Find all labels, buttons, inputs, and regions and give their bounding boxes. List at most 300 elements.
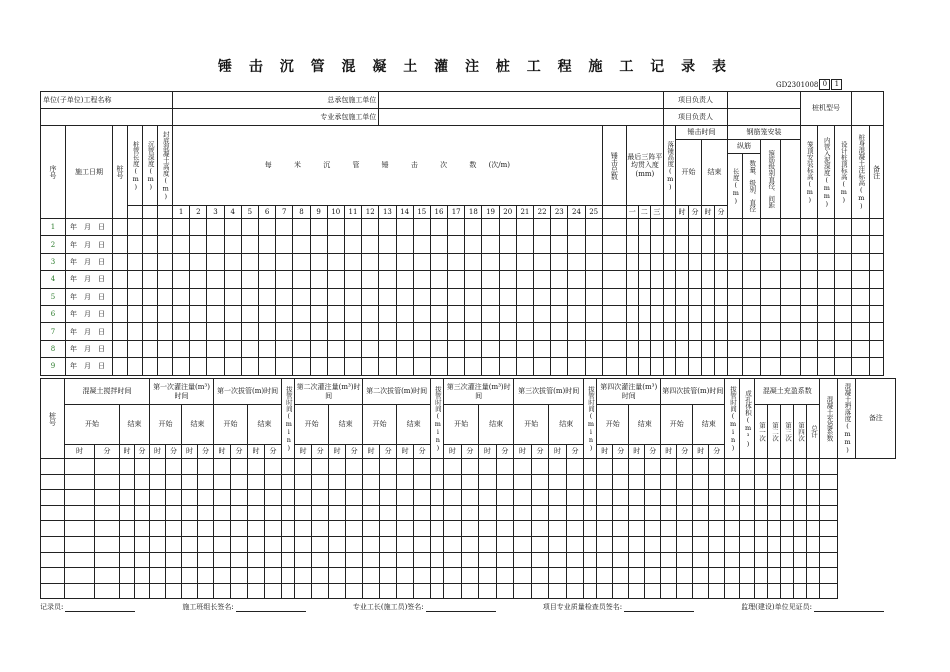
table-cell[interactable] — [794, 568, 807, 584]
table-cell[interactable] — [95, 536, 120, 552]
table-cell[interactable] — [344, 323, 361, 340]
table-cell[interactable] — [214, 490, 231, 506]
table-cell[interactable] — [143, 305, 158, 322]
table-cell[interactable] — [650, 271, 663, 288]
table-cell[interactable] — [638, 271, 650, 288]
table-cell[interactable] — [431, 474, 444, 490]
table-cell[interactable] — [224, 253, 241, 270]
table-cell[interactable] — [413, 236, 430, 253]
table-cell[interactable] — [397, 568, 414, 584]
table-cell[interactable] — [629, 474, 645, 490]
table-cell[interactable] — [499, 236, 516, 253]
table-cell[interactable] — [310, 219, 327, 236]
table-cell[interactable] — [820, 459, 838, 475]
table-cell[interactable] — [835, 288, 852, 305]
table-cell[interactable] — [150, 536, 166, 552]
table-cell[interactable] — [158, 340, 173, 357]
table-cell[interactable] — [431, 583, 444, 599]
table-cell[interactable] — [645, 490, 661, 506]
table-cell[interactable] — [688, 271, 701, 288]
table-cell[interactable] — [551, 236, 568, 253]
table-cell[interactable] — [566, 583, 584, 599]
table-cell[interactable] — [128, 305, 143, 322]
table-cell[interactable] — [380, 552, 397, 568]
table-cell[interactable] — [379, 236, 396, 253]
table-cell[interactable] — [224, 271, 241, 288]
table-cell[interactable] — [675, 358, 688, 375]
table-cell[interactable] — [626, 236, 638, 253]
table-cell[interactable] — [794, 583, 807, 599]
table-cell[interactable] — [413, 219, 430, 236]
table-cell[interactable] — [414, 521, 431, 537]
table-cell[interactable] — [534, 323, 551, 340]
table-cell[interactable] — [701, 340, 714, 357]
table-cell[interactable] — [514, 490, 532, 506]
table-cell[interactable] — [166, 521, 182, 537]
table-cell[interactable] — [182, 552, 198, 568]
table-cell[interactable] — [128, 340, 143, 357]
table-cell[interactable] — [362, 219, 379, 236]
table-cell[interactable] — [461, 552, 479, 568]
table-cell[interactable] — [158, 358, 173, 375]
table-cell[interactable] — [714, 323, 727, 340]
table-cell[interactable] — [585, 253, 602, 270]
table-cell[interactable] — [496, 459, 514, 475]
table-cell[interactable] — [231, 490, 248, 506]
table-cell[interactable] — [807, 552, 820, 568]
table-cell[interactable] — [265, 583, 282, 599]
table-cell[interactable] — [248, 459, 265, 475]
table-cell[interactable] — [818, 305, 835, 322]
table-cell[interactable] — [120, 583, 135, 599]
table-cell[interactable] — [514, 505, 532, 521]
table-cell[interactable] — [258, 219, 275, 236]
table-cell[interactable] — [514, 459, 532, 475]
table-cell[interactable] — [396, 340, 413, 357]
table-cell[interactable] — [768, 536, 781, 552]
table-cell[interactable] — [231, 521, 248, 537]
table-cell[interactable] — [207, 340, 224, 357]
table-cell[interactable] — [602, 288, 626, 305]
table-cell[interactable] — [173, 305, 190, 322]
table-cell[interactable] — [295, 552, 312, 568]
table-cell[interactable] — [701, 323, 714, 340]
table-cell[interactable] — [448, 323, 465, 340]
table-cell[interactable] — [870, 219, 884, 236]
table-cell[interactable] — [650, 323, 663, 340]
table-cell[interactable] — [701, 253, 714, 270]
table-cell[interactable] — [629, 536, 645, 552]
table-cell[interactable] — [835, 323, 852, 340]
table-cell[interactable] — [613, 568, 629, 584]
table-cell[interactable] — [431, 459, 444, 475]
table-cell[interactable] — [781, 288, 801, 305]
table-cell[interactable] — [701, 219, 714, 236]
table-cell[interactable] — [282, 536, 295, 552]
table-cell[interactable] — [173, 219, 190, 236]
table-cell[interactable] — [714, 288, 727, 305]
table-cell[interactable] — [379, 253, 396, 270]
table-cell[interactable] — [482, 236, 499, 253]
table-cell[interactable] — [265, 521, 282, 537]
table-cell[interactable] — [363, 521, 380, 537]
table-cell[interactable] — [396, 305, 413, 322]
table-cell[interactable] — [396, 236, 413, 253]
table-cell[interactable] — [613, 536, 629, 552]
table-cell[interactable] — [597, 505, 613, 521]
project-manager2-value[interactable] — [728, 109, 801, 126]
table-cell[interactable] — [448, 236, 465, 253]
table-cell[interactable] — [295, 536, 312, 552]
table-cell[interactable] — [414, 568, 431, 584]
table-cell[interactable] — [568, 219, 585, 236]
table-cell[interactable] — [755, 459, 768, 475]
table-cell[interactable] — [346, 505, 363, 521]
table-cell[interactable] — [549, 490, 567, 506]
table-cell[interactable] — [585, 271, 602, 288]
table-cell[interactable] — [661, 536, 677, 552]
table-cell[interactable] — [516, 323, 533, 340]
table-cell[interactable] — [158, 305, 173, 322]
table-cell[interactable] — [602, 271, 626, 288]
table-cell[interactable] — [430, 323, 447, 340]
table-cell[interactable] — [693, 521, 709, 537]
table-cell[interactable] — [182, 536, 198, 552]
table-cell[interactable] — [714, 219, 727, 236]
table-cell[interactable] — [363, 459, 380, 475]
table-cell[interactable] — [182, 459, 198, 475]
table-cell[interactable] — [626, 253, 638, 270]
table-cell[interactable] — [482, 323, 499, 340]
table-cell[interactable] — [499, 340, 516, 357]
table-cell[interactable] — [709, 490, 725, 506]
table-cell[interactable] — [761, 271, 781, 288]
table-cell[interactable] — [444, 552, 462, 568]
table-cell[interactable] — [740, 474, 755, 490]
table-cell[interactable] — [231, 474, 248, 490]
table-cell[interactable] — [198, 536, 214, 552]
table-cell[interactable] — [346, 536, 363, 552]
table-cell[interactable] — [714, 305, 727, 322]
table-cell[interactable] — [150, 521, 166, 537]
table-cell[interactable] — [755, 552, 768, 568]
table-cell[interactable] — [820, 568, 838, 584]
table-cell[interactable] — [482, 253, 499, 270]
table-cell[interactable] — [801, 288, 818, 305]
table-cell[interactable] — [198, 568, 214, 584]
table-cell[interactable] — [531, 521, 549, 537]
table-cell[interactable] — [362, 271, 379, 288]
table-cell[interactable] — [801, 271, 818, 288]
table-cell[interactable] — [820, 490, 838, 506]
table-cell[interactable] — [158, 271, 173, 288]
table-cell[interactable] — [231, 459, 248, 475]
table-cell[interactable] — [801, 253, 818, 270]
table-cell[interactable] — [448, 253, 465, 270]
table-cell[interactable] — [818, 219, 835, 236]
table-cell[interactable] — [584, 521, 597, 537]
table-cell[interactable] — [312, 536, 329, 552]
table-cell[interactable] — [173, 271, 190, 288]
table-cell[interactable] — [276, 253, 293, 270]
table-cell[interactable] — [113, 323, 128, 340]
table-cell[interactable] — [329, 552, 346, 568]
table-cell[interactable] — [461, 505, 479, 521]
table-cell[interactable] — [479, 568, 497, 584]
table-cell[interactable] — [295, 459, 312, 475]
table-cell[interactable] — [173, 236, 190, 253]
table-cell[interactable] — [465, 340, 482, 357]
table-cell[interactable] — [241, 358, 258, 375]
table-cell[interactable] — [566, 459, 584, 475]
table-cell[interactable] — [740, 552, 755, 568]
table-cell[interactable] — [801, 323, 818, 340]
table-cell[interactable] — [709, 568, 725, 584]
table-cell[interactable] — [629, 552, 645, 568]
table-cell[interactable] — [380, 521, 397, 537]
table-cell[interactable] — [135, 490, 150, 506]
table-cell[interactable] — [448, 358, 465, 375]
table-cell[interactable] — [677, 568, 693, 584]
table-cell[interactable] — [276, 305, 293, 322]
table-cell[interactable] — [120, 536, 135, 552]
table-cell[interactable] — [143, 253, 158, 270]
table-cell[interactable] — [755, 568, 768, 584]
table-cell[interactable] — [143, 323, 158, 340]
table-cell[interactable] — [329, 521, 346, 537]
table-cell[interactable] — [549, 505, 567, 521]
table-cell[interactable] — [835, 271, 852, 288]
table-cell[interactable] — [41, 459, 65, 475]
table-cell[interactable] — [568, 358, 585, 375]
table-cell[interactable] — [677, 490, 693, 506]
table-cell[interactable] — [781, 305, 801, 322]
table-cell[interactable] — [650, 236, 663, 253]
table-cell[interactable] — [709, 505, 725, 521]
table-cell[interactable] — [182, 474, 198, 490]
table-cell[interactable] — [728, 219, 743, 236]
table-cell[interactable] — [725, 536, 740, 552]
table-cell[interactable] — [693, 568, 709, 584]
table-cell[interactable] — [363, 536, 380, 552]
table-cell[interactable] — [113, 358, 128, 375]
table-cell[interactable] — [663, 323, 675, 340]
table-cell[interactable] — [820, 583, 838, 599]
table-cell[interactable] — [755, 505, 768, 521]
table-cell[interactable] — [173, 340, 190, 357]
table-cell[interactable] — [166, 505, 182, 521]
table-cell[interactable] — [248, 568, 265, 584]
table-cell[interactable] — [380, 583, 397, 599]
table-cell[interactable] — [688, 340, 701, 357]
table-cell[interactable] — [728, 323, 743, 340]
table-cell[interactable] — [379, 271, 396, 288]
table-cell[interactable] — [150, 568, 166, 584]
table-cell[interactable] — [282, 505, 295, 521]
table-cell[interactable] — [312, 552, 329, 568]
table-cell[interactable] — [241, 288, 258, 305]
table-cell[interactable] — [173, 253, 190, 270]
table-cell[interactable] — [714, 271, 727, 288]
table-cell[interactable] — [312, 459, 329, 475]
table-cell[interactable] — [207, 323, 224, 340]
table-cell[interactable] — [807, 521, 820, 537]
table-cell[interactable] — [531, 552, 549, 568]
table-cell[interactable] — [414, 474, 431, 490]
table-cell[interactable] — [602, 253, 626, 270]
table-cell[interactable] — [663, 358, 675, 375]
table-cell[interactable] — [566, 536, 584, 552]
table-cell[interactable] — [818, 358, 835, 375]
table-cell[interactable] — [566, 552, 584, 568]
table-cell[interactable] — [551, 340, 568, 357]
table-cell[interactable] — [514, 536, 532, 552]
table-cell[interactable] — [807, 474, 820, 490]
table-cell[interactable] — [241, 323, 258, 340]
table-cell[interactable] — [327, 323, 344, 340]
table-cell[interactable] — [531, 536, 549, 552]
table-cell[interactable] — [295, 505, 312, 521]
table-cell[interactable] — [198, 490, 214, 506]
table-cell[interactable] — [413, 253, 430, 270]
table-cell[interactable] — [190, 305, 207, 322]
table-cell[interactable] — [310, 358, 327, 375]
table-cell[interactable] — [198, 505, 214, 521]
table-cell[interactable] — [597, 490, 613, 506]
table-cell[interactable] — [781, 568, 794, 584]
table-cell[interactable] — [135, 459, 150, 475]
table-cell[interactable] — [820, 552, 838, 568]
table-cell[interactable] — [276, 288, 293, 305]
table-cell[interactable] — [725, 474, 740, 490]
table-cell[interactable] — [166, 490, 182, 506]
table-cell[interactable] — [516, 253, 533, 270]
table-cell[interactable] — [820, 536, 838, 552]
table-cell[interactable] — [781, 253, 801, 270]
table-cell[interactable] — [728, 305, 743, 322]
general-contractor-value[interactable] — [379, 92, 664, 109]
table-cell[interactable] — [740, 505, 755, 521]
table-cell[interactable] — [95, 459, 120, 475]
table-cell[interactable] — [709, 459, 725, 475]
table-cell[interactable] — [688, 323, 701, 340]
table-cell[interactable] — [496, 474, 514, 490]
table-cell[interactable] — [248, 505, 265, 521]
table-cell[interactable] — [346, 583, 363, 599]
table-cell[interactable] — [431, 552, 444, 568]
table-cell[interactable] — [310, 288, 327, 305]
table-cell[interactable] — [566, 490, 584, 506]
table-cell[interactable] — [362, 288, 379, 305]
table-cell[interactable] — [661, 459, 677, 475]
table-cell[interactable] — [585, 236, 602, 253]
table-cell[interactable] — [638, 305, 650, 322]
table-cell[interactable] — [870, 340, 884, 357]
table-cell[interactable] — [566, 568, 584, 584]
table-cell[interactable] — [120, 568, 135, 584]
table-cell[interactable] — [781, 236, 801, 253]
table-cell[interactable] — [761, 219, 781, 236]
table-cell[interactable] — [214, 505, 231, 521]
table-cell[interactable] — [346, 490, 363, 506]
table-cell[interactable] — [248, 552, 265, 568]
table-cell[interactable] — [198, 459, 214, 475]
table-cell[interactable] — [265, 536, 282, 552]
table-cell[interactable] — [444, 505, 462, 521]
table-cell[interactable] — [638, 358, 650, 375]
table-cell[interactable] — [113, 340, 128, 357]
table-cell[interactable] — [414, 552, 431, 568]
table-cell[interactable] — [781, 323, 801, 340]
table-cell[interactable] — [158, 323, 173, 340]
table-cell[interactable] — [714, 236, 727, 253]
table-cell[interactable] — [143, 271, 158, 288]
table-cell[interactable] — [568, 305, 585, 322]
table-cell[interactable] — [65, 568, 95, 584]
table-cell[interactable] — [143, 236, 158, 253]
table-cell[interactable] — [128, 236, 143, 253]
table-cell[interactable] — [293, 323, 310, 340]
table-cell[interactable] — [835, 253, 852, 270]
table-cell[interactable] — [551, 219, 568, 236]
table-cell[interactable] — [128, 271, 143, 288]
table-cell[interactable] — [461, 568, 479, 584]
table-cell[interactable] — [396, 358, 413, 375]
table-cell[interactable] — [743, 271, 761, 288]
table-cell[interactable] — [135, 583, 150, 599]
table-cell[interactable] — [761, 305, 781, 322]
table-cell[interactable] — [166, 459, 182, 475]
table-cell[interactable] — [613, 583, 629, 599]
table-cell[interactable] — [344, 305, 361, 322]
table-cell[interactable] — [346, 459, 363, 475]
table-cell[interactable] — [150, 552, 166, 568]
table-cell[interactable] — [701, 305, 714, 322]
table-cell[interactable] — [231, 552, 248, 568]
table-cell[interactable] — [258, 323, 275, 340]
table-cell[interactable] — [725, 552, 740, 568]
table-cell[interactable] — [650, 253, 663, 270]
table-cell[interactable] — [465, 358, 482, 375]
table-cell[interactable] — [650, 219, 663, 236]
table-cell[interactable] — [344, 219, 361, 236]
table-cell[interactable] — [725, 490, 740, 506]
table-cell[interactable] — [650, 340, 663, 357]
table-cell[interactable] — [818, 288, 835, 305]
table-cell[interactable] — [661, 490, 677, 506]
table-cell[interactable] — [743, 288, 761, 305]
table-cell[interactable] — [190, 340, 207, 357]
table-cell[interactable] — [638, 288, 650, 305]
table-cell[interactable] — [835, 305, 852, 322]
table-cell[interactable] — [597, 474, 613, 490]
table-cell[interactable] — [413, 358, 430, 375]
table-cell[interactable] — [214, 583, 231, 599]
table-cell[interactable] — [613, 521, 629, 537]
table-cell[interactable] — [568, 288, 585, 305]
table-cell[interactable] — [645, 583, 661, 599]
table-cell[interactable] — [794, 536, 807, 552]
table-cell[interactable] — [397, 474, 414, 490]
table-cell[interactable] — [65, 490, 95, 506]
table-cell[interactable] — [781, 459, 794, 475]
table-cell[interactable] — [516, 358, 533, 375]
table-cell[interactable] — [344, 358, 361, 375]
table-cell[interactable] — [499, 288, 516, 305]
table-cell[interactable] — [465, 271, 482, 288]
table-cell[interactable] — [626, 288, 638, 305]
table-cell[interactable] — [514, 583, 532, 599]
